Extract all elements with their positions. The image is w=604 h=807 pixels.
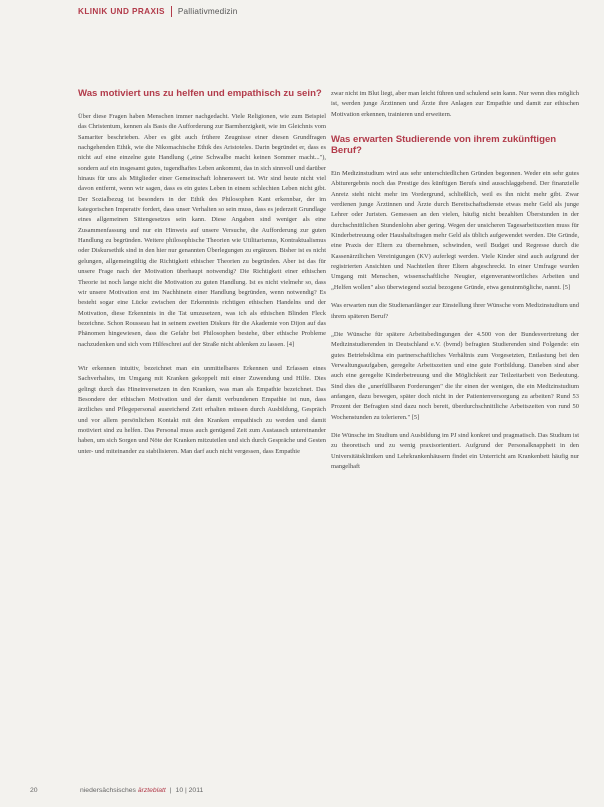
magazine-prefix: niedersächsisches [80, 787, 136, 794]
section-heading-expectations: Was erwarten Studierende von ihrem zukünftigen Beruf? [331, 134, 557, 157]
right-column [331, 89, 579, 480]
left-column [78, 88, 326, 465]
magazine-brand: ärzteblatt [137, 787, 166, 794]
issue-label: 10 | 2011 [175, 787, 204, 794]
section-heading-motivation: Was motiviert uns zu helfen und empathisch zu sein? [78, 88, 322, 99]
header-divider [171, 6, 172, 17]
body-paragraph: Ein Medizinstudium wird aus sehr unterschiedlichen Gründen begonnen. Weder ein sehr gutes Abiturergebnis noch das Prestige des künftigen Berufs sind ausschlaggebend. Der finanzielle Anreiz steht nicht mehr im Vordergrund, schließlich, weil es ihn nicht mehr gibt. Zwar verdienen junge Ärztinnen und Ärzte durch Bereitschaftsdienste etwas mehr Geld als junge Lehrer oder Juristen. Gemessen an den vielen, häufig nicht bezahlten Überstunden in der durchschnittlichen Stundenlohn aber gering. Wegen der unsicheren Tagesarbeitszeiten muss für Kinderbetreuung oder Haushaltsfragen mehr Geld als üblich aufgewendet werden. Die Gründe, eine Praxis der Eltern zu übernehmen, schwinden, weil Budget und Regresse durch die Kassenärztlichen Vereinigungen (KV) auferlegt werden. Viele Kinder sind auch aufgrund der registrierten Ansichten und Nachteilen ihrer Eltern abgeschreckt. In einer Umfrage wurden Umgang mit Menschen, wissenschaftliche Neugier, eigenverantwortliches Arbeiten und „Helfen wollen" also überwiegend sozial bezogene Gründe, etwa genuinmögliche, nannt. [5] [331, 170, 579, 291]
magazine-name [80, 787, 166, 794]
footer-divider: | [169, 787, 172, 794]
body-paragraph: Was erwarten nun die Studienanfänger zur Einstellung ihrer Wünsche vom Medizinstudium und ihrem späteren Beruf? [331, 302, 579, 320]
topic-label: Palliativmedizin [177, 6, 238, 16]
body-paragraph: zwar nicht im Blut liegt, aber man leicht führen und schulend sein kann. Nur wenn dies möglich ist, werden junge Ärztinnen und Ärzte ihre Anlagen zur Empathie und damit zur ethischen Motivation erkennen, trainieren und erweitern. [331, 90, 579, 118]
section-label: KLINIK UND PRAXIS [78, 6, 165, 16]
body-paragraph: Über diese Fragen haben Menschen immer nachgedacht. Viele Religionen, wie zum Beispiel das Christentum, kennen als Basis die Aufforderung zur Barmherzigkeit, wie im Gleichnis vom Samariter beschrieben. Aber es gibt auch frühere Zeugnisse einer diesen Grundfragen nachgehenden Ethik, wie die Nikomachische Ethik des Aristoteles. Darin begründet er, dass es nicht auf eine einzelne gute Handlung („eine Schwalbe macht keinen Sommer macht..."), sondern auf ein insgesamt gutes, tugendhaftes Leben ankommt, das in sich sinnvoll und darüber hinaus für uns als Mitglieder einer Gemeinschaft lohnenswert ist. Wir sind heute nicht viel davon entfernt, wenn wir sagen, dass es ein gutes Leben in einem schlechten Leben nicht gibt. Der Sozialbezug ist besonders in der Ethik des Philosophen Kant erkennbar, der im kategorischen Imperativ fordert, dass unser Verhalten so sein muss, dass es jederzeit Grundlage eines allgemeinen Sittengesetzes sein kann. Diese Angaben sind weniger als eine Zusammenfassung und nur ein Hinweis auf unsere Versuche, die Aufforderung zur guten Handlung zu begründen. Weitere philosophische Theorien wie Utilitarismus, Kontraktualismus oder Diskursethik sind in den hier nur genannten Überlegungen zu ergänzen. Bisher ist es nicht gelungen, allgemeingültig die Richtigkeit ethischer Theorien zu begründen. Aber ist das für unsere Frage nach der Motivation überhaupt notwendig? Die Richtigkeit einer ethischen Theorie ist noch lange nicht die Motivation zu guten Handlung. Ist es nicht vielmehr so, dass wir unsere Motivation erst im Nachhinein einer Handlung begründen, wenn notwendig? Es besteht sogar eine Lücke zwischen der Erkenntnis richtigen ethischen Handelns und der Motivation, diese Erkenntnis in die Tat umzusetzen, was ich als ethischen Blinden Fleck bezeichne. Schon Rousseau hat in seinem zweiten Diskurs für die Akademie von Dijon auf das Phänomen hingewiesen, dass die Gefahr bei Philosophen bestehe, über ethische Probleme nachzudenken und sich vom Hilfeschrei auf der Straße nicht ablenken zu lassen. [4] [78, 113, 326, 348]
body-paragraph: Die Wünsche im Studium und Ausbildung im PJ sind konkret und pragmatisch. Das Studium ist zu theoretisch und zu wenig praxisorientiert. Aufgrund der Personalknappheit in den Universitätskliniken und Lehrkrankenhäusern findet ein Unterricht am Krankenbett häufig nur mangelhaft [331, 431, 579, 470]
page-footer [30, 787, 564, 794]
running-header [78, 4, 238, 18]
page-number: 20 [30, 787, 38, 794]
body-paragraph: Wir erkennen intuitiv, bezeichnet man ein unmittelbares Erkennen und Erfassen eines Sachverhaltes, im Umgang mit Kranken gekoppelt mit einer Zuwendung und Hilfe. Dies gelingt durch das Hineinversetzen in den Kranken, was man als Empathie bezeichnet. Das Besondere der ethischen Motivation und der damit verbundenen Empathie ist nun, dass ärztliches und Pflegepersonal ausreichend Zeit erhalten müssen durch Ausbildung, Gespräch und vor allem persönlichen Kontakt mit den Kranken empathisch zu werden und damit motiviert sind zu helfen. Das Personal muss auch genügend Zeit zum Austausch untereinander haben, um sich Sorgen und Nöte der Kranken mitzuteilen und sich durch Gespräche und Gesten unter- und miteinander zu stabilisieren. Man darf auch nicht vergessen, dass Empathie [78, 364, 326, 455]
body-paragraph: „Die Wünsche für spätere Arbeitsbedingungen der 4.500 von der Bundesvertretung der Medizinstudierenden in Deutschland e.V. (bvmd) befragten Studierenden sind Folgende: ein gutes Betriebsklima ein partnerschaftliches Verhältnis zum Vorgesetzten, Entlastung bei den Verwaltungsaufgaben, geregelte Arbeitszeiten und eine gute Fortbildung. Daneben sind aber auch eine geregelte Kinderbetreuung und die Möglichkeit zur Teilzeitarbeit von Bedeutung. Sind dies die „unerfüllbaren Forderungen" die ihr einen der wenigen, die ein Medizinstudium anfangen, dazu bewegen, später doch nicht in der Patientenversorgung zu arbeiten? Rund 53 Prozent der Befragten sind dazu noch bereit, überdurchschnittliche Arbeitszeiten von rund 50 Wochenstunden zu tolerieren." [5] [331, 330, 579, 421]
